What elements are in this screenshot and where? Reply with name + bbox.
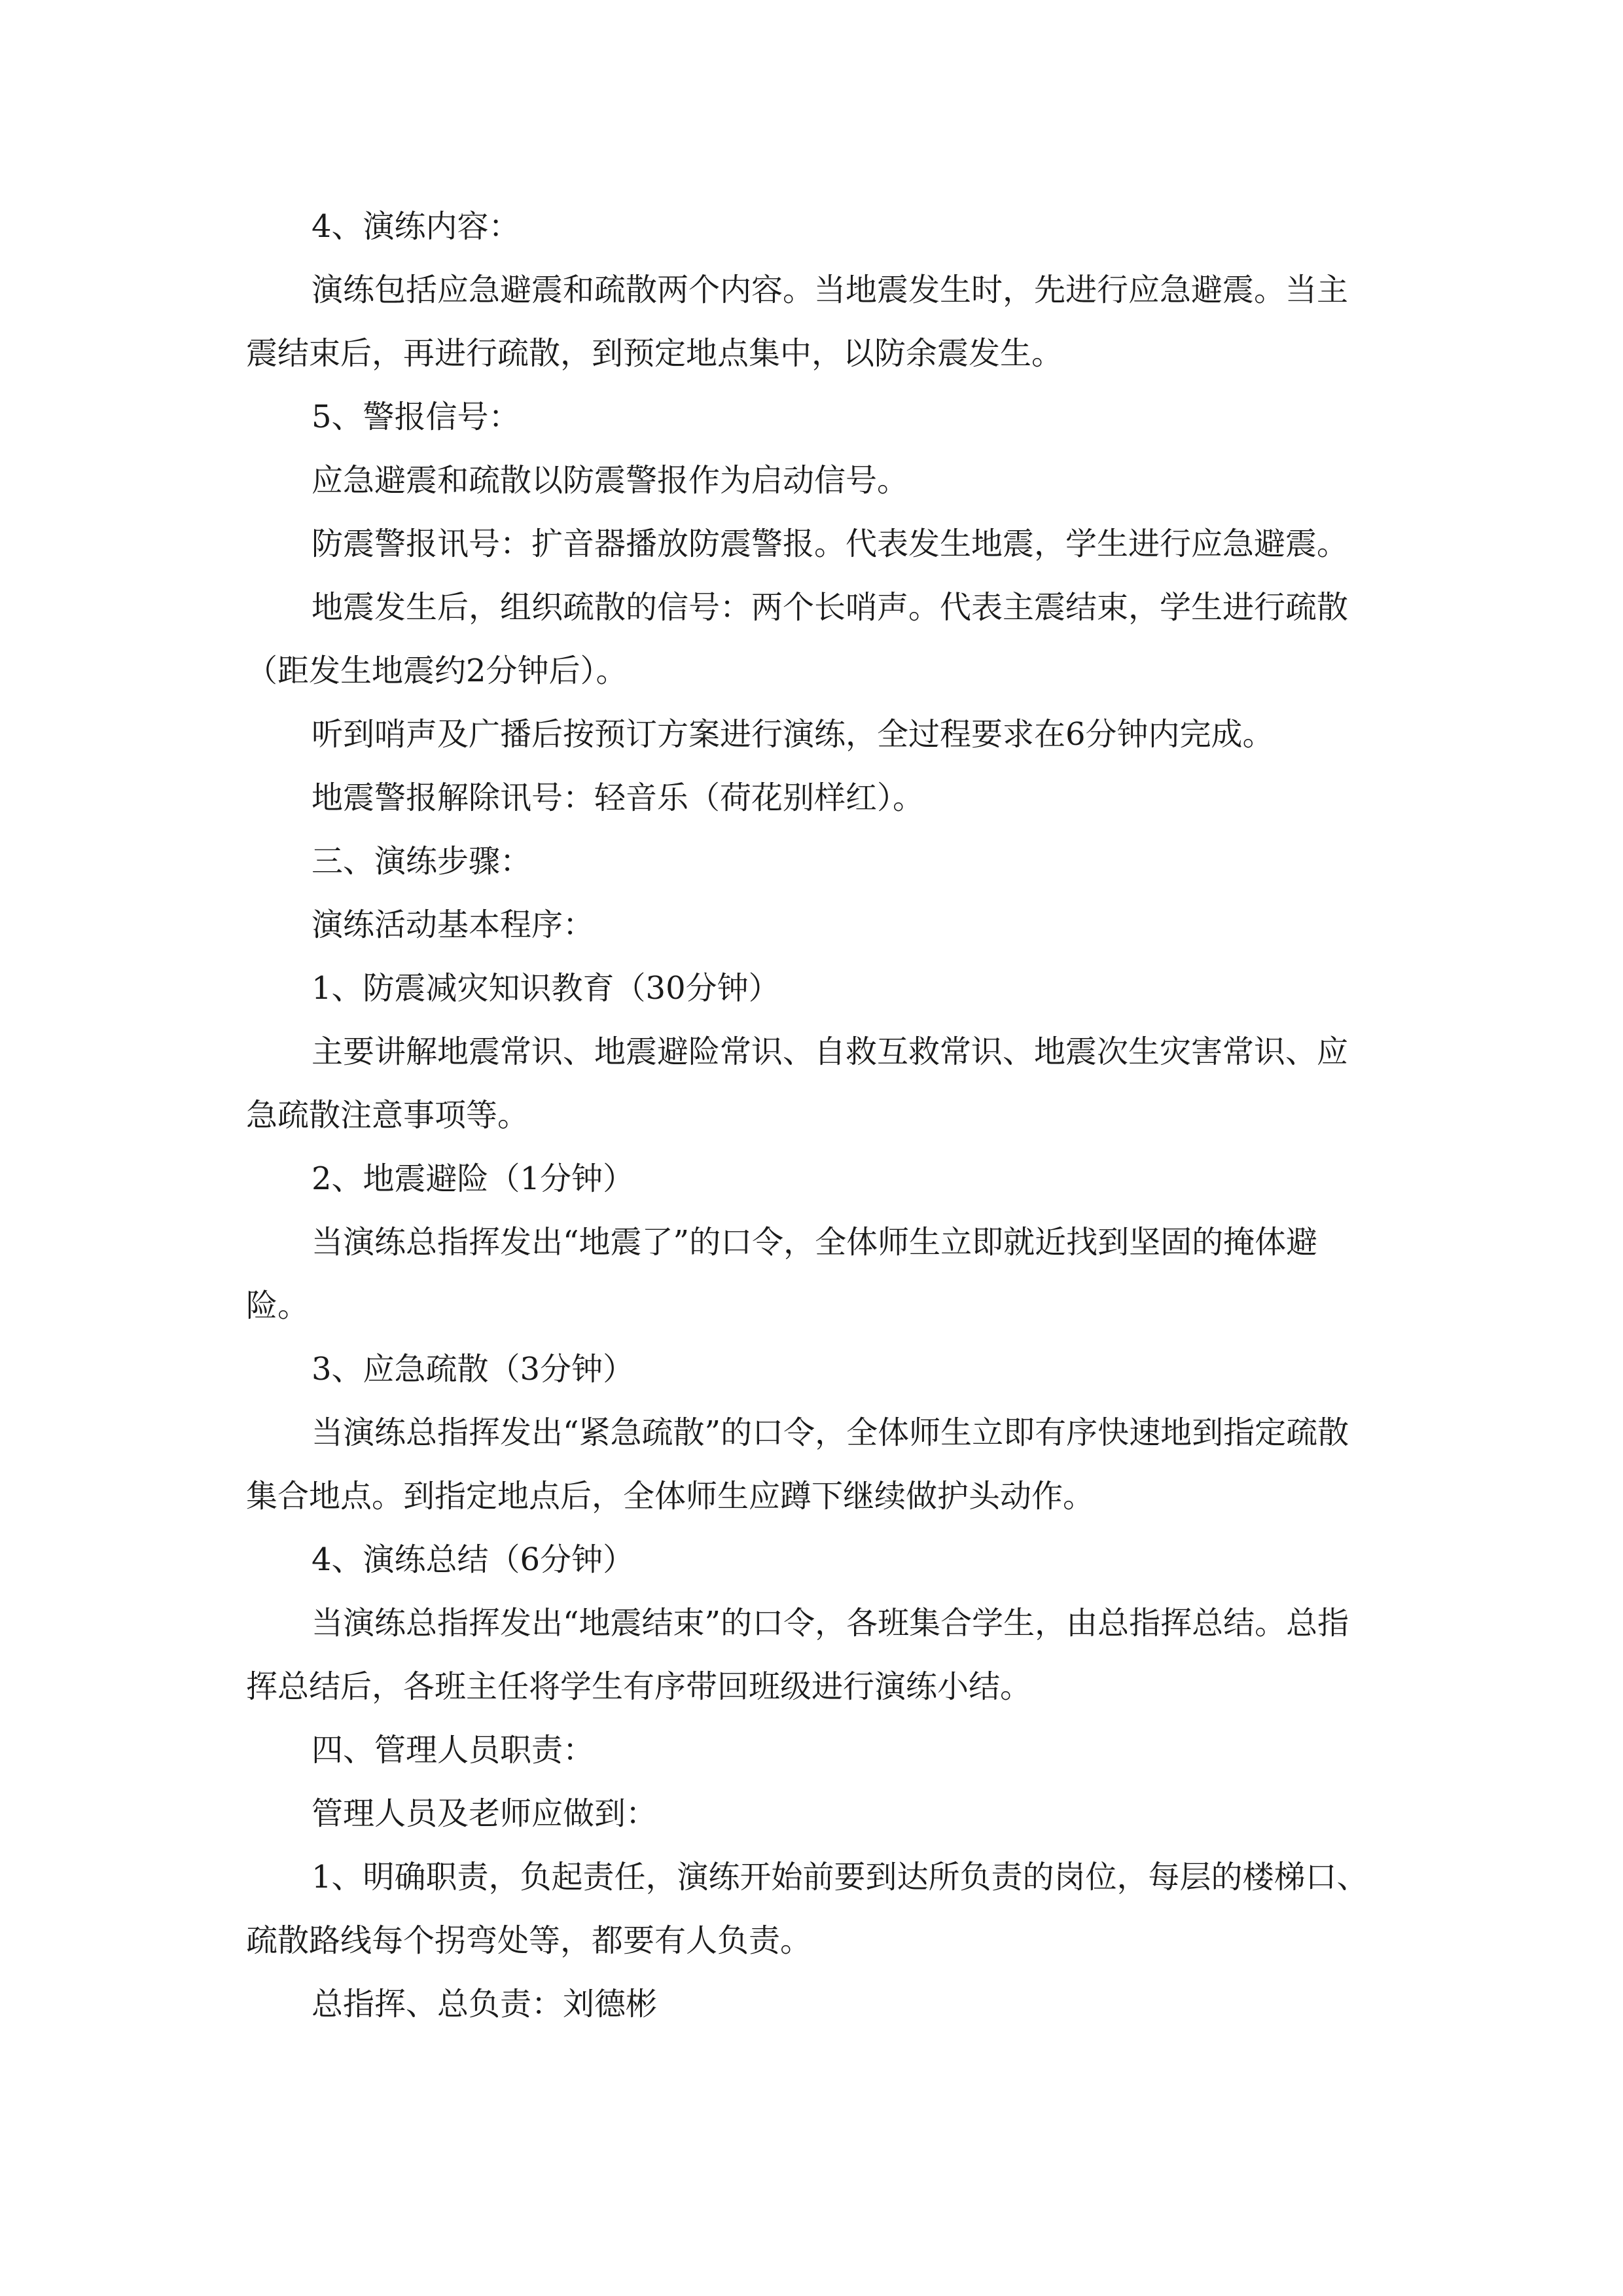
paragraph-all-clear: 地震警报解除讯号：轻音乐（荷花别样红）。 <box>312 780 925 816</box>
document-body <box>246 195 1378 2036</box>
heading-alarm-signal: 5、警报信号： <box>312 399 520 435</box>
paragraph-start-signal: 应急避震和疏散以防震警报作为启动信号。 <box>312 462 909 499</box>
paragraph-staff-requirements: 管理人员及老师应做到： <box>312 1795 658 1832</box>
heading-step-shelter: 2、地震避险（1分钟） <box>312 1160 635 1197</box>
paragraph-alarm-tone: 防震警报讯号：扩音器播放防震警报。代表发生地震，学生进行应急避震。 <box>312 526 1349 562</box>
paragraph-evacuation-signal: 地震发生后，组织疏散的信号：两个长哨声。代表主震结束，学生进行疏散（距发生地震约2分钟后）。 <box>246 589 1349 689</box>
paragraph-basic-procedure: 演练活动基本程序： <box>312 906 595 943</box>
paragraph-duty-1: 1、明确职责，负起责任，演练开始前要到达所负责的岗位，每层的楼梯口、疏散路线每个拐弯处等，都要有人负责。 <box>246 1859 1368 1959</box>
paragraph-time-limit: 听到哨声及广播后按预订方案进行演练，全过程要求在6分钟内完成。 <box>312 716 1274 753</box>
heading-step-education: 1、防震减灾知识教育（30分钟） <box>312 970 780 1007</box>
paragraph-step-summary: 当演练总指挥发出“地震结束”的口令，各班集合学生，由总指挥总结。总指挥总结后，各班主任将学生有序带回班级进行演练小结。 <box>246 1605 1349 1705</box>
paragraph-drill-content: 演练包括应急避震和疏散两个内容。当地震发生时，先进行应急避震。当主震结束后，再进行疏散，到预定地点集中，以防余震发生。 <box>246 272 1349 372</box>
paragraph-step-education: 主要讲解地震常识、地震避险常识、自救互救常识、地震次生灾害常识、应急疏散注意事项等。 <box>246 1033 1349 1134</box>
heading-staff-duties: 四、管理人员职责： <box>312 1732 595 1768</box>
paragraph-step-shelter: 当演练总指挥发出“地震了”的口令，全体师生立即就近找到坚固的掩体避险。 <box>246 1224 1318 1324</box>
heading-step-evacuation: 3、应急疏散（3分钟） <box>312 1351 635 1388</box>
paragraph-step-evacuation: 当演练总指挥发出“紧急疏散”的口令，全体师生立即有序快速地到指定疏散集合地点。到指定地点后，全体师生应蹲下继续做护头动作。 <box>246 1414 1349 1515</box>
heading-step-summary: 4、演练总结（6分钟） <box>312 1541 635 1578</box>
heading-drill-steps: 三、演练步骤： <box>312 843 532 880</box>
paragraph-commander: 总指挥、总负责：刘德彬 <box>312 1986 658 2022</box>
heading-drill-content: 4、演练内容： <box>312 208 520 245</box>
